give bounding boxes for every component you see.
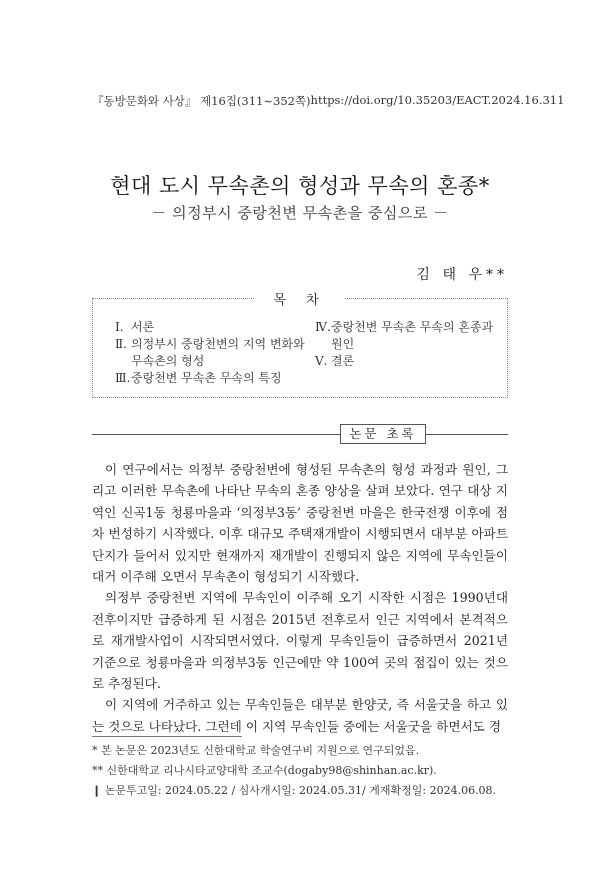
toc-item	[315, 353, 505, 370]
doi-link[interactable]: https://doi.org/10.35203/EACT.2024.16.311	[310, 93, 565, 107]
abstract-paragraph: 이 연구에서는 의정부 중랑천변에 형성된 무속촌의 형성 과정과 원인, 그리고 이러한 무속촌에 나타난 무속의 혼종 양상을 살펴 보았다. 연구 대상 지역인 신곡1동 청룡마을과 ‘의정부3동’ 중랑천변 마을은 한국전쟁 이후에 점차 번성하기 시작했다. 이후 대규모 주택재개발이 시행되면서 대부분 아파트 단지가 들어서 있지만 현재까지 재개발이 진행되지 않은 지역에 무속인들이 대거 이주해 오면서 무속촌이 형성되기 시작했다.	[92, 462, 508, 585]
abstract-label: 논문 초록	[340, 424, 426, 444]
footnotes	[92, 741, 512, 801]
toc-item-number: Ⅱ.	[115, 337, 127, 351]
toc-item-number: Ⅰ.	[115, 320, 124, 334]
toc-item-number: Ⅴ.	[315, 354, 328, 368]
toc-heading: 목 차	[255, 293, 344, 308]
footnote-funding: * 본 논문은 2023년도 신한대학교 학술연구비 지원으로 연구되었음.	[92, 744, 420, 757]
abstract-header	[92, 424, 508, 444]
toc-right-column	[315, 319, 505, 370]
toc-item-text: 서론	[131, 320, 155, 334]
paper-title: 현대 도시 무속촌의 형성과 무속의 혼종*	[110, 174, 490, 198]
author-name: 김 태 우**	[416, 267, 508, 283]
abstract-body	[92, 459, 508, 737]
paper-subtitle: － 의정부시 중랑천변 무속촌을 중심으로 －	[151, 204, 449, 222]
toc-item-text: 의정부시 중랑천변의 지역 변화와 무속촌의 형성	[131, 337, 305, 368]
footnote-dates: ❙ 논문투고일: 2024.05.22 / 심사개시일: 2024.05.31/ 게재확정일: 2024.06.08.	[92, 784, 497, 797]
toc-item	[115, 319, 305, 336]
toc-item-number: Ⅳ.	[315, 320, 331, 334]
table-of-contents	[92, 293, 508, 398]
abstract-rule	[92, 434, 508, 435]
toc-heading-wrap	[93, 289, 507, 308]
toc-left-column	[115, 319, 305, 387]
toc-item-number: Ⅲ.	[115, 371, 131, 385]
toc-item-text: 중랑천변 무속촌 무속의 특징	[131, 371, 282, 385]
toc-item-text: 중랑천변 무속촌 무속의 혼종과 원인	[331, 320, 494, 351]
footnote-author: ** 신한대학교 리나시타교양대학 조교수(dogaby98@shinhan.ac.kr).	[92, 764, 437, 777]
footnote-divider	[92, 736, 242, 737]
toc-item	[115, 336, 305, 370]
journal-info: 『동방문화와 사상』 제16집(311∼352쪽)	[92, 94, 311, 108]
toc-item-text: 결론	[331, 354, 355, 368]
running-header	[92, 93, 565, 109]
abstract-paragraph: 의정부 중랑천변 지역에 무속인이 이주해 오기 시작한 시점은 1990년대 전후이지만 급증하게 된 시점은 2015년 전후로서 인근 지역에서 본격적으로 재개발사업이 시작되면서였다. 이렇게 무속인들이 급증하면서 2021년 기준으로 청룡마을과 의정부3동 인근에만 약 100여 곳의 점집이 있는 것으로 추정된다.	[92, 590, 508, 692]
toc-item	[315, 319, 505, 353]
toc-item	[115, 370, 305, 387]
abstract-paragraph: 이 지역에 거주하고 있는 무속인들은 대부분 한양굿, 즉 서울굿을 하고 있는 것으로 나타났다. 그런데 이 지역 무속인들 중에는 서울굿을 하면서도 경	[92, 697, 508, 734]
